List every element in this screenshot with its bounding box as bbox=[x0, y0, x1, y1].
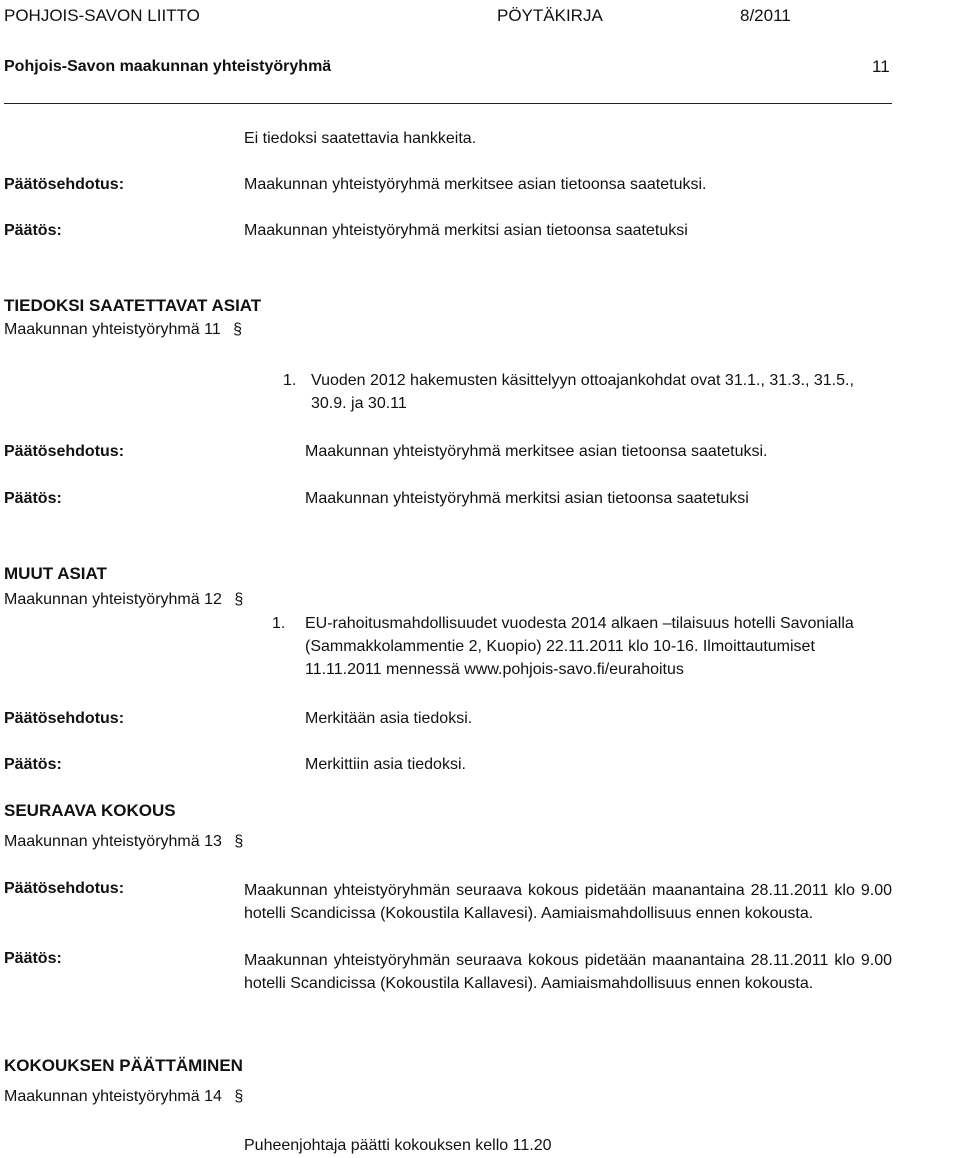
seuraava-decision: Maakunnan yhteistyöryhmän seuraava kokous pidetään maanantaina 28.11.2011 klo 9.00 hotelli Scandicissa (Kokoustila Kallavesi). Aamiaismahdollisuus ennen kokousta. bbox=[244, 952, 892, 992]
org-name: POHJOIS-SAVON LIITTO bbox=[4, 6, 200, 25]
tiedoksi-proposal: Maakunnan yhteistyöryhmä merkitsee asian tietoonsa saatetuksi. bbox=[305, 443, 768, 460]
tiedoksi-title: TIEDOKSI SAATETTAVAT ASIAT bbox=[4, 296, 262, 315]
seuraava-title: SEURAAVA KOKOUS bbox=[4, 801, 176, 820]
intro-note: Ei tiedoksi saatettavia hankkeita. bbox=[244, 130, 477, 147]
closing-text: Puheenjohtaja päätti kokouksen kello 11.20 bbox=[244, 1137, 552, 1154]
section-sign-icon: § bbox=[234, 833, 244, 850]
muut-section bbox=[4, 590, 243, 610]
tiedoksi-section-label: Maakunnan yhteistyöryhmä 11 bbox=[4, 321, 221, 338]
tiedoksi-item-line-2: 30.9. ja 30.11 bbox=[311, 395, 407, 412]
document-number: 8/2011 bbox=[740, 6, 791, 25]
tiedoksi-item-number: 1. bbox=[283, 372, 297, 389]
tiedoksi-decision-label: Päätös: bbox=[4, 490, 62, 507]
seuraava-section-label: Maakunnan yhteistyöryhmä 13 bbox=[4, 833, 222, 850]
tiedoksi-section bbox=[4, 320, 242, 340]
section-sign-icon: § bbox=[233, 321, 243, 338]
intro-proposal: Maakunnan yhteistyöryhmä merkitsee asian tietoonsa saatetuksi. bbox=[244, 176, 707, 193]
paattaminen-section-label: Maakunnan yhteistyöryhmä 14 bbox=[4, 1088, 222, 1105]
muut-proposal-label: Päätösehdotus: bbox=[4, 710, 125, 727]
tiedoksi-decision: Maakunnan yhteistyöryhmä merkitsi asian tietoonsa saatetuksi bbox=[305, 490, 749, 507]
header-rule bbox=[4, 103, 892, 104]
body-name: Pohjois-Savon maakunnan yhteistyöryhmä bbox=[4, 58, 332, 75]
muut-proposal: Merkitään asia tiedoksi. bbox=[305, 710, 473, 727]
muut-item-line-2: (Sammakkolammentie 2, Kuopio) 22.11.2011 klo 10-16. Ilmoittautumiset bbox=[305, 638, 815, 655]
seuraava-decision-label: Päätös: bbox=[4, 950, 62, 967]
section-sign-icon: § bbox=[234, 591, 244, 608]
page-number: 11 bbox=[872, 57, 890, 76]
intro-decision-label: Päätös: bbox=[4, 222, 62, 239]
tiedoksi-proposal-label: Päätösehdotus: bbox=[4, 443, 125, 460]
seuraava-section bbox=[4, 832, 243, 852]
section-sign-icon: § bbox=[234, 1088, 244, 1105]
seuraava-proposal-label: Päätösehdotus: bbox=[4, 880, 125, 897]
muut-decision: Merkittiin asia tiedoksi. bbox=[305, 756, 466, 773]
intro-decision: Maakunnan yhteistyöryhmä merkitsi asian tietoonsa saatetuksi bbox=[244, 222, 688, 239]
muut-item-line-3: 11.11.2011 mennessä www.pohjois-savo.fi/eurahoitus bbox=[305, 661, 684, 678]
muut-decision-label: Päätös: bbox=[4, 756, 62, 773]
muut-section-label: Maakunnan yhteistyöryhmä 12 bbox=[4, 591, 222, 608]
muut-item-line-1: EU-rahoitusmahdollisuudet vuodesta 2014 alkaen –tilaisuus hotelli Savonialla bbox=[305, 615, 854, 632]
tiedoksi-item-line-1: Vuoden 2012 hakemusten käsittelyyn ottoajankohdat ovat 31.1., 31.3., 31.5., bbox=[311, 372, 854, 389]
muut-item-number: 1. bbox=[272, 615, 286, 632]
intro-proposal-label: Päätösehdotus: bbox=[4, 176, 125, 193]
muut-title: MUUT ASIAT bbox=[4, 564, 107, 583]
paattaminen-title: KOKOUKSEN PÄÄTTÄMINEN bbox=[4, 1056, 243, 1075]
seuraava-proposal: Maakunnan yhteistyöryhmän seuraava kokous pidetään maanantaina 28.11.2011 klo 9.00 hotelli Scandicissa (Kokoustila Kallavesi). Aamiaismahdollisuus ennen kokousta. bbox=[244, 882, 892, 922]
document-type: PÖYTÄKIRJA bbox=[497, 6, 603, 25]
paattaminen-section bbox=[4, 1087, 243, 1107]
